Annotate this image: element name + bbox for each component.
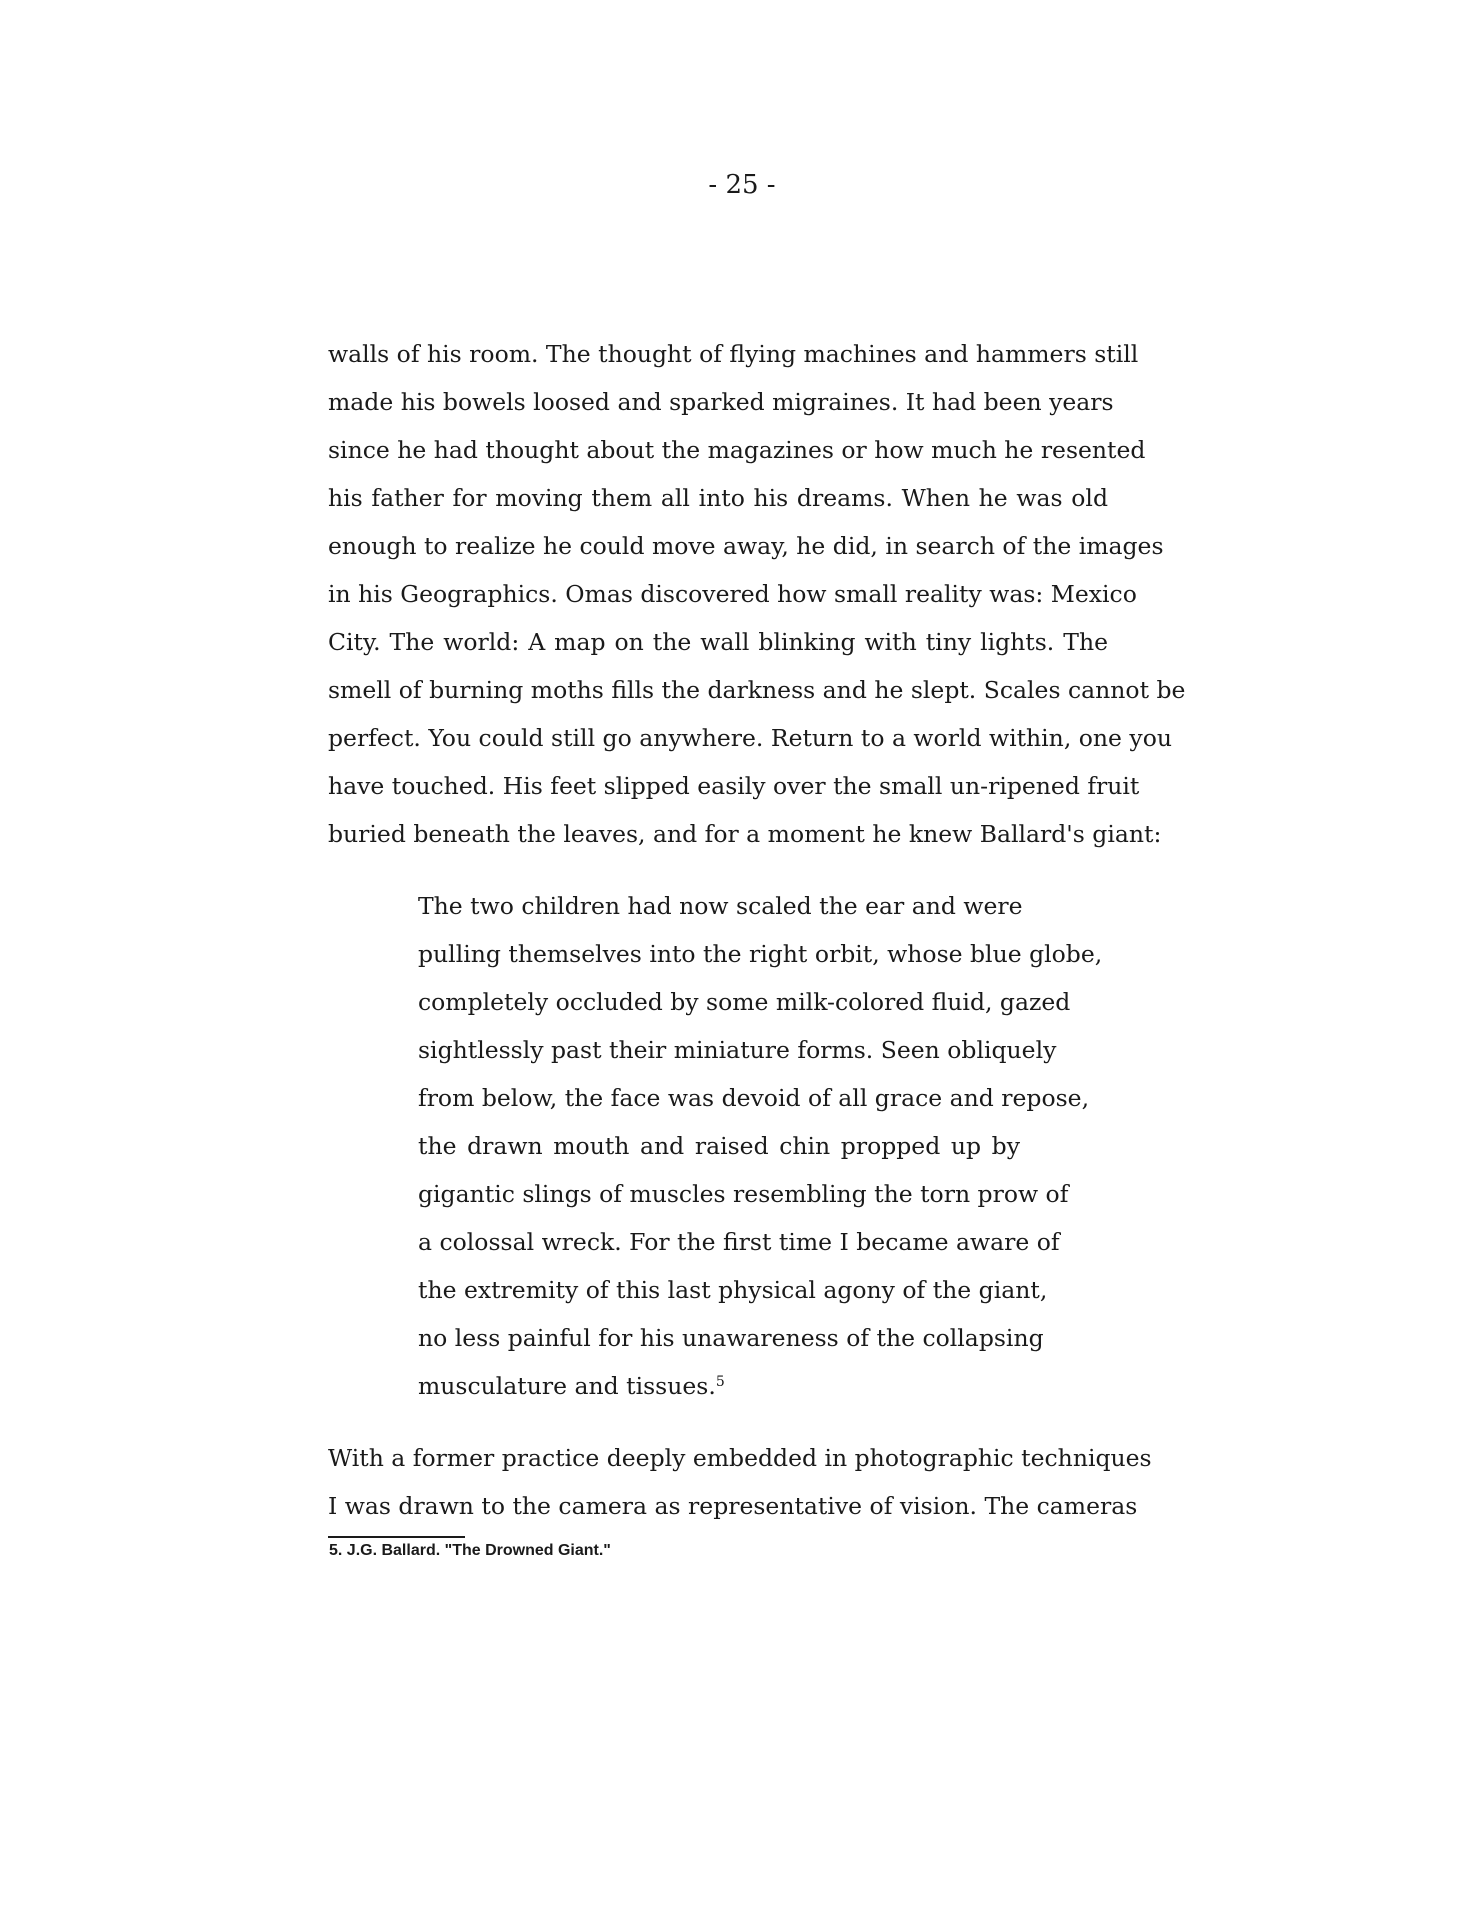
quote-line: the drawn mouth and raised chin propped up by — [418, 1132, 1020, 1160]
body-line: smell of burning moths fills the darkness and he slept. Scales cannot be — [328, 676, 1186, 704]
quote-line: completely occluded by some milk-colored fluid, gazed — [418, 988, 1071, 1016]
page-number: - 25 - — [708, 170, 776, 200]
quote-last-line — [418, 1372, 1020, 1400]
quote-line-text: musculature and tissues. — [418, 1372, 716, 1400]
body-line: his father for moving them all into his dreams. When he was old — [328, 484, 1108, 512]
body-line: since he had thought about the magazines or how much he resented — [328, 436, 1146, 464]
body-line: City. The world: A map on the wall blinking with tiny lights. The — [328, 628, 1108, 656]
body-line: I was drawn to the camera as representative of vision. The cameras — [328, 1492, 1138, 1520]
quote-line: a colossal wreck. For the first time I became aware of — [418, 1228, 1060, 1256]
body-line: have touched. His feet slipped easily over the small un-ripened fruit — [328, 772, 1140, 800]
body-line: enough to realize he could move away, he did, in search of the images — [328, 532, 1164, 560]
quote-line: pulling themselves into the right orbit, whose blue globe, — [418, 940, 1103, 968]
body-line: buried beneath the leaves, and for a moment he knew Ballard's giant: — [328, 820, 1162, 848]
quote-line: The two children had now scaled the ear and were — [418, 892, 1023, 920]
quote-line: the extremity of this last physical agony of the giant, — [418, 1276, 1048, 1304]
quote-line: from below, the face was devoid of all grace and repose, — [418, 1084, 1090, 1112]
footnote: 5. J.G. Ballard. "The Drowned Giant." — [329, 1542, 611, 1559]
quote-line: sightlessly past their miniature forms. Seen obliquely — [418, 1036, 1057, 1064]
quote-line: gigantic slings of muscles resembling the torn prow of — [418, 1180, 1069, 1208]
footnote-divider — [328, 1536, 465, 1538]
body-line: perfect. You could still go anywhere. Return to a world within, one you — [328, 724, 1172, 752]
quote-line: no less painful for his unawareness of the collapsing — [418, 1324, 1044, 1352]
body-line: walls of his room. The thought of flying machines and hammers still — [328, 340, 1139, 368]
body-line: in his Geographics. Omas discovered how small reality was: Mexico — [328, 580, 1137, 608]
body-line: made his bowels loosed and sparked migraines. It had been years — [328, 388, 1114, 416]
body-line: With a former practice deeply embedded in photographic techniques — [328, 1444, 1152, 1472]
footnote-reference: 5 — [715, 1374, 725, 1390]
